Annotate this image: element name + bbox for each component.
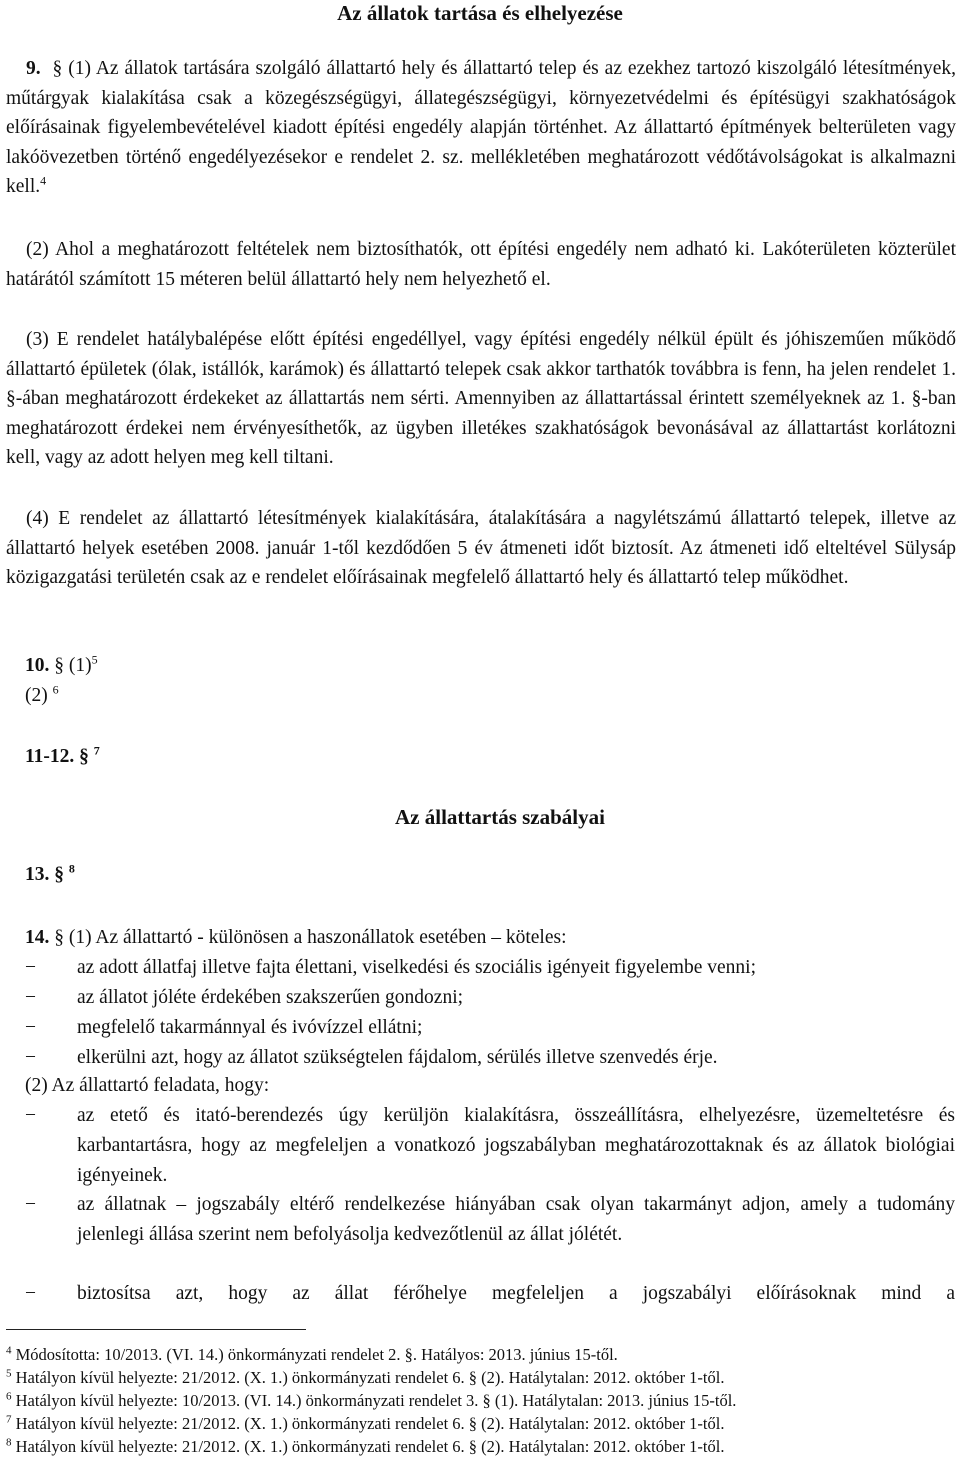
s14-p1-text: (1) Az állattartó - különösen a haszonállatok esetében – köteles: xyxy=(68,927,567,948)
section-title: Az állatok tartása és elhelyezése xyxy=(337,1,623,25)
list-item: − elkerülni azt, hogy az állatot szükségtelen fájdalom, sérülés illetve szenvedés érje. xyxy=(25,1043,955,1073)
s13-section-sign: § xyxy=(54,864,64,885)
dash-bullet: − xyxy=(25,987,36,1008)
s10-section-sign: § xyxy=(54,655,64,676)
footnote: $^5$ Hatályon kívül helyezte: 21/2012. (X. 1.) önkormányzati rendelet 6. § (2). Hatálytalan: 2012. október 1-től. xyxy=(6,1367,725,1387)
s9-paragraph-1 xyxy=(6,54,956,202)
dash-bullet: − xyxy=(25,1194,36,1215)
s11-12-number: 11-12. xyxy=(25,746,75,767)
s11-12-section-sign: § xyxy=(79,746,89,767)
s9-paragraph-2: (2) Ahol a meghatározott feltételek nem biztosíthatók, ott építési engedély nem adható ki. Lakóterületen közterület határától számított 15 méteren belül állattartó hely nem helyezhető el. xyxy=(6,239,956,290)
dash-bullet: − xyxy=(25,1017,36,1038)
footnote-ref-6: 6 xyxy=(52,682,59,697)
s9-section-sign: § xyxy=(52,58,63,79)
footnote-separator xyxy=(6,1329,306,1330)
footnote: $^6$ Hatályon kívül helyezte: 10/2013. (VI. 14.) önkormányzati rendelet 3. § (1). Hatálytalan: 2013. június 15-től. xyxy=(6,1390,737,1410)
s11-12-line xyxy=(25,744,100,770)
dash-bullet: − xyxy=(25,1047,36,1068)
s9-paragraph-3: (3) E rendelet hatálybalépése előtt építési engedéllyel, vagy építési engedély nélkül épült és jóhiszeműen működő állattartó épületek (ólak, istállók, karámok) és állattartó telepek csak akkor tarthatók továbbra is fenn, ha jelen rendelet 1. §-ában meghatározott érdekeket az állattartás nem sérti. Amennyiben az állattartással érintett személyeknek az 1. §-ban meghatározott érdekei nem érvényesíthetők, az ügyben illetékes szakhatóságok bevonásával az állattartást korlátozni kell, vagy az adott helyen meg kell tiltani. xyxy=(6,329,956,469)
s10-line-1 xyxy=(25,653,98,679)
footnote-ref-4: 4 xyxy=(40,173,47,188)
list-item: − az állatnak – jogszabály eltérő rendelkezése hiányában csak olyan takarmányt adjon, amely a tudomány jelenlegi állása szerint nem befolyásolja kedvezőtlenül az állat jólétét. xyxy=(25,1190,955,1250)
list-item: − az adott állatfaj illetve fajta élettani, viselkedési és szociális igényeit figyelembe venni; xyxy=(25,953,955,983)
s10-item-1: (1) xyxy=(68,655,92,676)
s9-paragraph-4: (4) E rendelet az állattartó létesítmények kialakítására, átalakítására a nagylétszámú állattartó telepek, illetve az állattartó helyek esetében 2008. január 1-től kezdődően 5 év átmeneti időt biztosít. Az átmeneti idő elteltével Sülysáp közigazgatási területén csak az e rendelet előírásainak megfelelő állattartó hely és állattartó telep működhet. xyxy=(6,508,956,589)
s14-paragraph-2: (2) Az állattartó feladata, hogy: xyxy=(25,1075,270,1096)
s10-line-2 xyxy=(25,683,59,709)
footnote-ref-7: 7 xyxy=(93,743,100,758)
s14-paragraph-1 xyxy=(25,925,567,951)
subsection-heading: Az állattartás szabályai xyxy=(395,805,605,829)
dash-bullet: − xyxy=(25,1283,36,1304)
footnote: $^7$ Hatályon kívül helyezte: 21/2012. (X. 1.) önkormányzati rendelet 6. § (2). Hatálytalan: 2012. október 1-től. xyxy=(6,1413,725,1433)
footnote-ref-8: 8 xyxy=(68,861,75,876)
s13-number: 13. xyxy=(25,864,50,885)
list-item: − biztosítsa azt, hogy az állat férőhelye megfeleljen a jogszabályi előírásoknak mind a xyxy=(25,1279,955,1309)
s10-item-2: (2) xyxy=(25,685,48,706)
list-item: − az állatot jóléte érdekében szakszerűen gondozni; xyxy=(25,983,955,1013)
s9-p1-text: (1) Az állatok tartására szolgáló állattartó hely és állattartó telep és az ezekhez tartozó kiszolgáló létesítmények, műtárgyak kialakítása csak a közegészségügyi, állategészségügyi, környezetvédelmi és építésügyi szakhatóságok előírásainak figyelembevételével kiadott építési engedély alapján történhet. Az állattartó építmények belterületen vagy lakóövezetben történő engedélyezésekor e rendelet 2. sz. mellékletében meghatározott védőtávolságokat is alkalmazni kell. xyxy=(6,58,957,198)
footnote: $^8$ Hatályon kívül helyezte: 21/2012. (X. 1.) önkormányzati rendelet 6. § (2). Hatálytalan: 2012. október 1-től. xyxy=(6,1436,725,1456)
s13-line xyxy=(25,862,75,888)
s10-number: 10. xyxy=(25,655,50,676)
list-item: − az etető és itató-berendezés úgy kerüljön kialakításra, összeállításra, elhelyezésre, üzemeltetésre és karbantartásra, hogy az megfeleljen a vonatkozó jogszabályban meghatározottaknak és az állatok biológiai igényeinek. xyxy=(25,1101,955,1190)
dash-bullet: − xyxy=(25,957,36,978)
footnote-ref-5: 5 xyxy=(91,652,98,667)
s14-number: 14. xyxy=(25,927,50,948)
dash-bullet: − xyxy=(25,1105,36,1126)
list-item: − megfelelő takarmánnyal és ivóvízzel ellátni; xyxy=(25,1013,955,1043)
s14-section-sign: § xyxy=(54,927,64,948)
s9-number: 9. xyxy=(26,58,41,79)
footnote: $^4$ Módosította: 10/2013. (VI. 14.) önkormányzati rendelet 2. §. Hatályos: 2013. június 15-től. xyxy=(6,1344,618,1364)
